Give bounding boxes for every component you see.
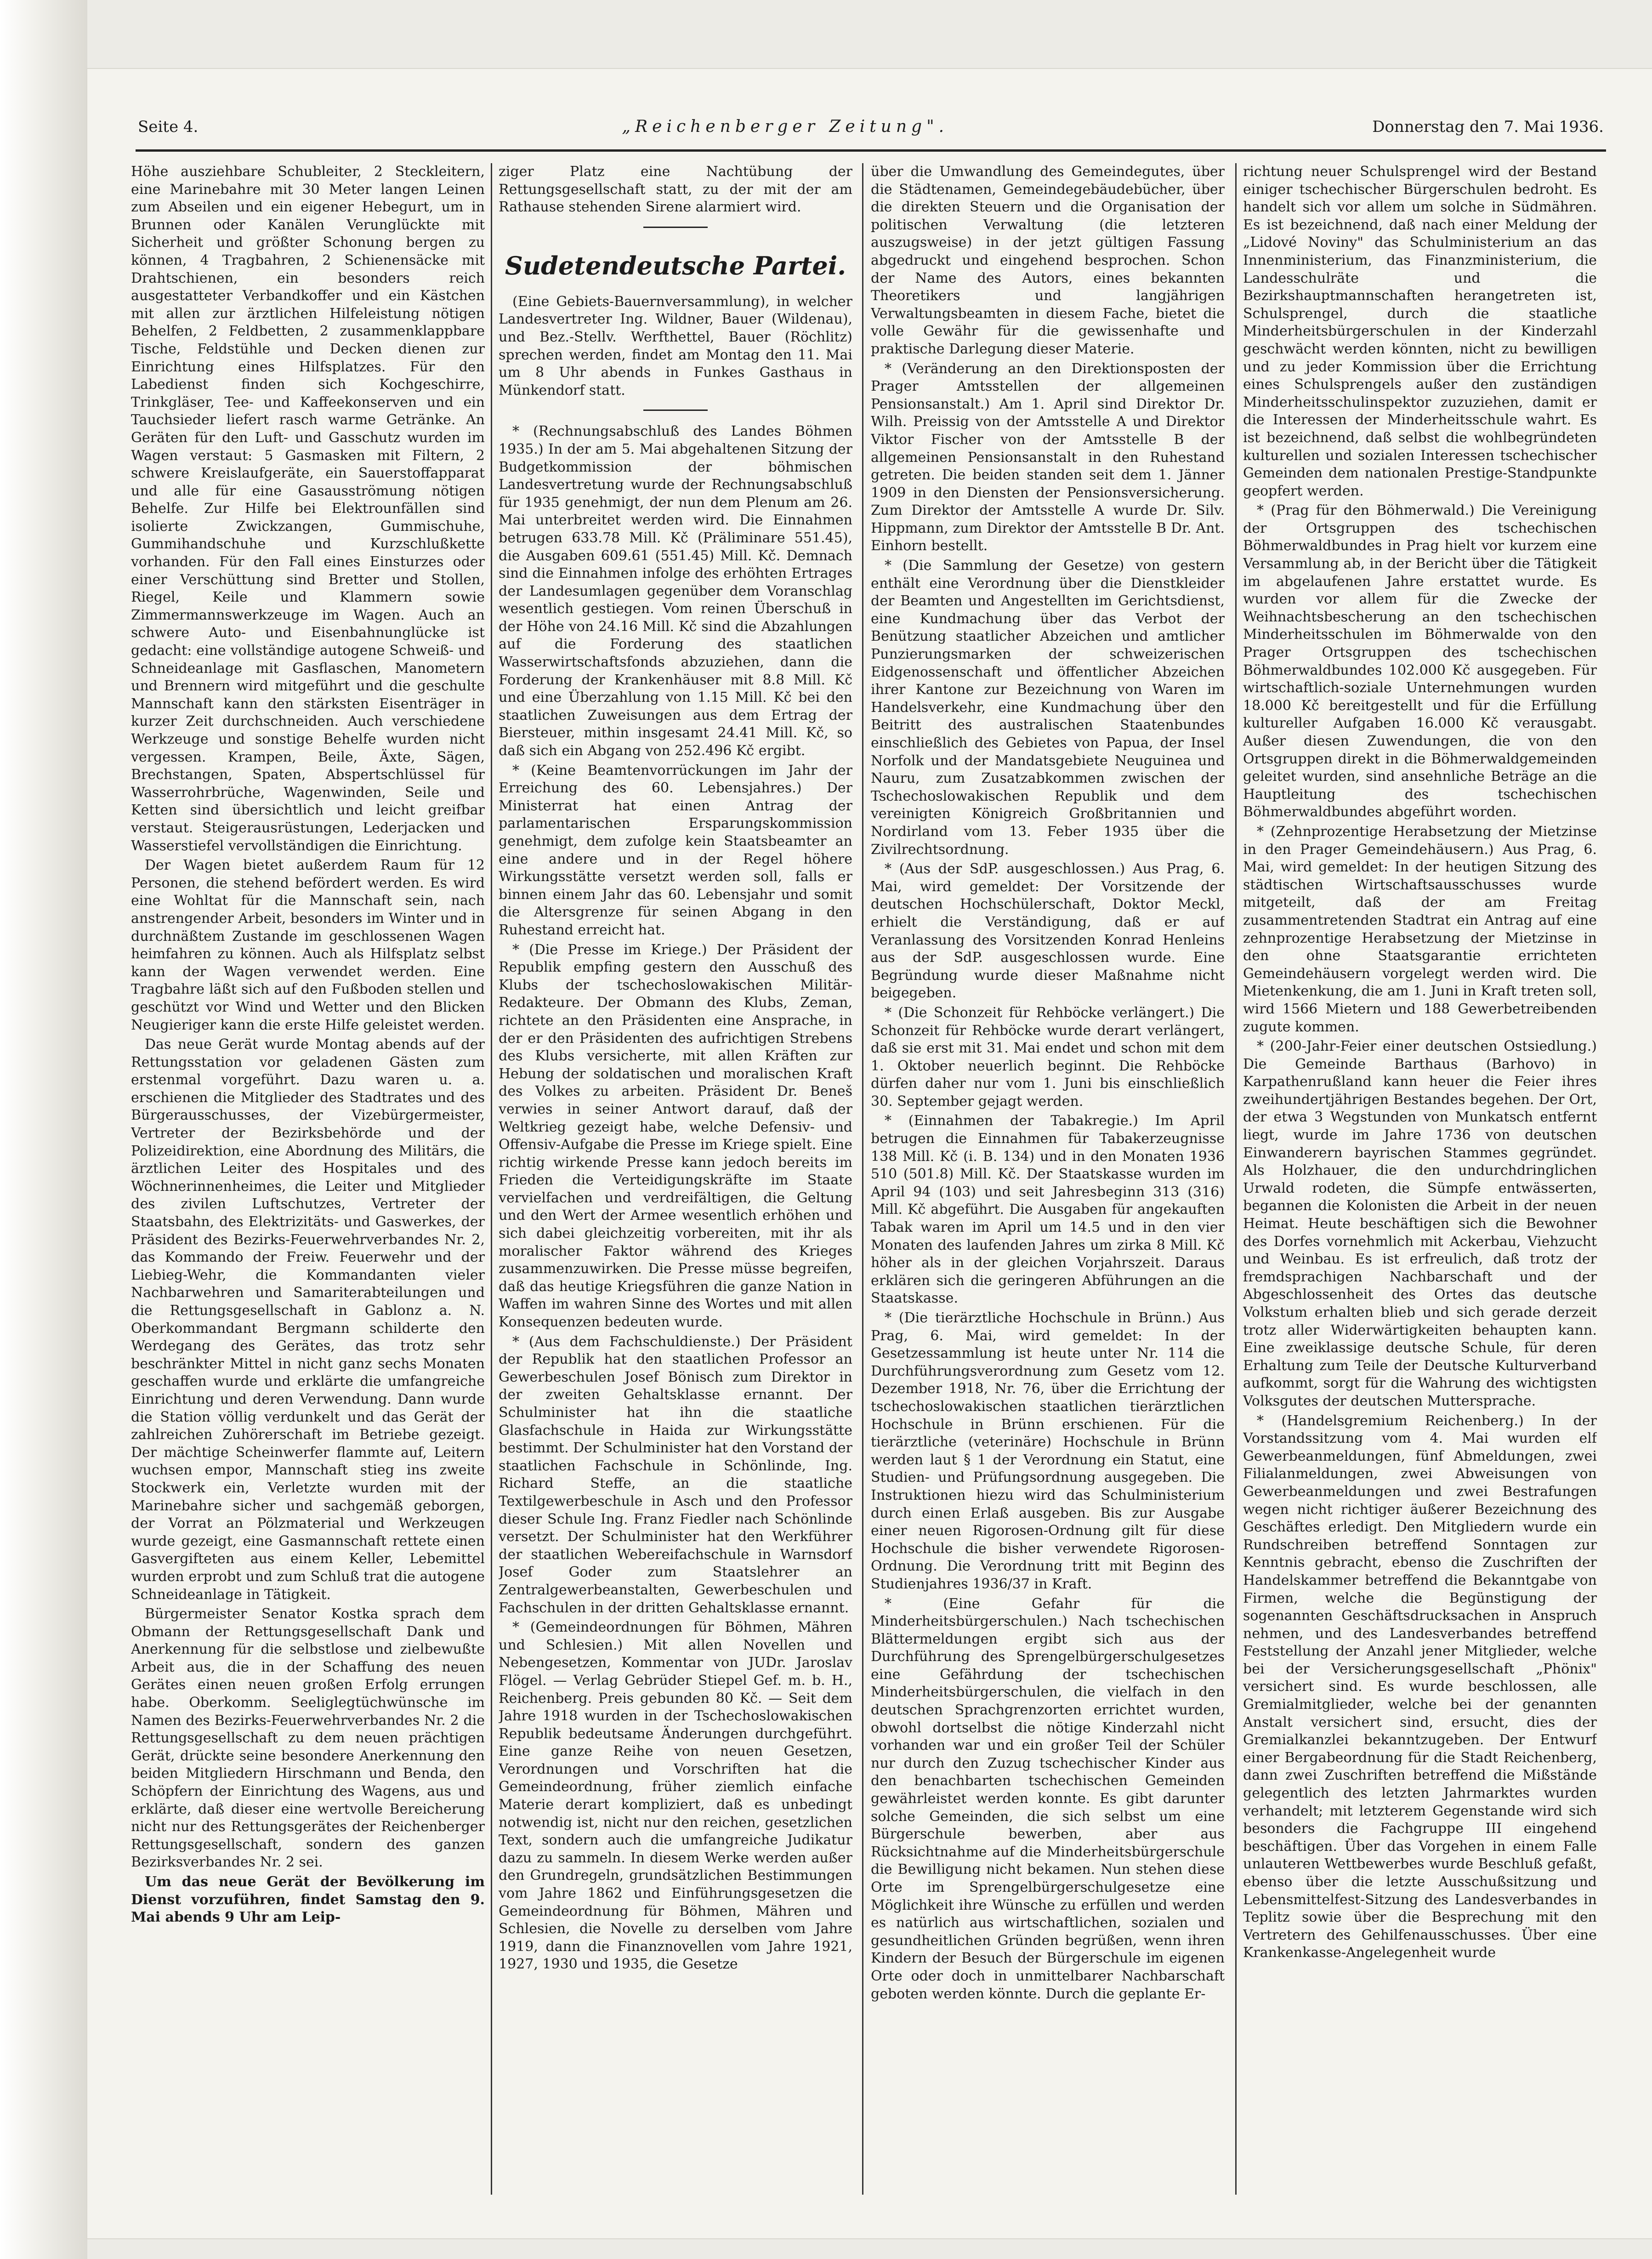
news-item: * (Gemeindeordnungen für Böhmen, Mähren und Schlesien.) Mit allen Novellen und Nebengesetzen, Kommentar von JUDr. Jaroslav Flögel. — Verlag Gebrüder Stiepel Gef. m. b. H., Reichenberg. Preis gebunden 80 Kč. — Seit dem Jahre 1918 wurden in der Tschechoslowakischen Republik bedeutsame Änderungen durchgeführt. Eine ganze Reihe von neuen Gesetzen, Verordnungen und Vorschriften hat die Gemeindeordnung, früher ziemlich einfache Materie derart kompliziert, daß es unbedingt notwendig ist, nicht nur den reichen, gesetzlichen Text, sondern auch die umfangreiche Judikatur dazu zu sammeln. In diesem Werke werden außer den Grundregeln, grundsätzlichen Bestimmungen vom Jahre 1862 und Einführungsgesetzen die Gemeindeordnung für Böhmen, Mähren und Schlesien, die Novelle zu derselben vom Jahre 1919, dann die Finanznovellen vom Jahre 1921, 1927, 1930 und 1935, die Gesetze [499, 1619, 852, 1973]
article-paragraph: Um das neue Gerät der Bevölkerung im Dienst vorzuführen, findet Samstag den 9. Mai abends 9 Uhr am Leip- [131, 1874, 485, 1926]
article-paragraph: richtung neuer Schulsprengel wird der Bestand einiger tschechischer Bürgerschulen bedroht. Es handelt sich vor allem um solche in Südmähren. Es ist bezeichnend, daß nach einer Meldung der „Lidové Noviny" das Schulministerium an das Innenministerium, das Finanzministerium, die Landesschulräte und die Bezirkshauptmannschaften herangetreten ist, Schulsprengel, durch die staatliche Minderheitsbürgerschulen in der Kinderzahl geschwächt werden könnten, nicht zu bewilligen und zu jeder Kommission über die Errichtung eines Schulsprengels außer den zuständigen Minderheitsschulinspektor zuzuziehen, damit er die Interessen der Minderheitsschule wahrt. Es ist bezeichnend, daß selbst die wohlbegründeten kulturellen und sozialen Interessen tschechischer Gemeinden dem nationalen Prestige-Standpunkte geopfert werden. [1243, 164, 1597, 499]
news-item: * (Die Schonzeit für Rehböcke verlängert.) Die Schonzeit für Rehböcke wurde derart verlängert, daß sie erst mit 31. Mai endet und schon mit dem 1. Oktober neuerlich beginnt. Die Rehböcke dürfen daher nur vom 1. Juni bis einschließlich 30. September gejagt werden. [871, 1004, 1225, 1110]
news-item: * (Handelsgremium Reichenberg.) In der Vorstandssitzung vom 4. Mai wurden elf Gewerbeanmeldungen, fünf Abmeldungen, zwei Filialanmeldungen, zwei Abweisungen von Gewerbeanmeldungen und zwei Bestrafungen wegen nicht richtiger äußerer Bezeichnung des Geschäftes erledigt. Den Mitgliedern wurde ein Rundschreiben betreffend Sonntagen zur Kenntnis gebracht, ebenso die Zuschriften der Handelskammer betreffend die Bekanntgabe von Firmen, welche die Begünstigung der sogenannten Geschäftsdrucksachen in Anspruch nehmen, und des Landesverbandes betreffend Feststellung der Anzahl jener Mitglieder, welche bei der Versicherungsgesellschaft „Phönix" versichert sind. Es wurde beschlossen, alle Gremialmitglieder, welche bei der genannten Anstalt versichert sind, ersucht, dies der Gremialkanzlei bekanntzugeben. Der Entwurf einer Bergabeordnung für die Stadt Reichenberg, dann zwei Zuschriften betreffend die Mißstände gelegentlich des letzten Jahrmarktes wurden verhandelt; mit letzterem Gegenstande wird sich besonders die Fachgruppe III eingehend beschäftigen. Über das Vorgehen in einem Falle unlauteren Wettbewerbes wurde Beschluß gefaßt, ebenso über die letzte Ausschußsitzung und Lebensmittelfest-Sitzung des Landesverbandes in Teplitz sowie über die Besprechung mit den Vertretern des Gehilfenausschusses. Über eine Krankenkasse-Angelegenheit wurde [1243, 1412, 1597, 1961]
article-paragraph: Höhe ausziehbare Schubleiter, 2 Steckleitern, eine Marinebahre mit 30 Meter langen Leinen zum Abseilen und ein eigener Hebegurt, um in Brunnen oder Kanälen Verunglückte mit Sicherheit und größter Schonung bergen zu können, 4 Tragbahren, 2 Schienensäcke mit Drahtschienen, ein besonders reich ausgestatteter Verbandkoffer und ein Kästchen mit allen zur ärztlichen Hilfeleistung nötigen Behelfen, 2 Feldbetten, 2 zusammenklappbare Tische, Feldstühle und Decken dienen zur Einrichtung eines Hilfsplatzes. Für den Labedienst finden sich Kochgeschirre, Trinkgläser, Tee- und Kaffeekonserven und ein Tauchsieder liefert rasch warme Getränke. An Geräten für den Luft- und Gasschutz wurden im Wagen verstaut: 5 Gasmasken mit Filtern, 2 schwere Kreislaufgeräte, ein Sauerstoffapparat und alle für eine Gasausströmung nötigen Behelfe. Zur Hilfe bei Elektrounfällen sind isolierte Zwickzangen, Gummischuhe, Gummihandschuhe und Kurzschlußkette vorhanden. Für den Fall eines Einsturzes oder einer Verschüttung sind Bretter und Stollen, Riegel, Keile und Klammern sowie Zimmermannswerkzeuge im Wagen. Auch an schwere Auto- und Eisenbahnunglücke ist gedacht: eine vollständige autogene Schweiß- und Schneideanlage mit Gasflaschen, Manometern und Brennern wird mitgeführt und die geschulte Mannschaft kann den stärksten Eisenträger in kurzer Zeit durchschneiden. Auch verschiedene Werkzeuge und sonstige Behelfe wurden nicht vergessen. Krampen, Beile, Äxte, Sägen, Brechstangen, Spaten, Abspertschlüssel für Wasserrohrbrüche, Wagenwinden, Seile und Ketten sind übersichtlich und leicht greifbar verstaut. Steigerausrüstungen, Lederjacken und Wasserstiefel vervollständigen die Einrichtung. [131, 164, 485, 854]
news-item: * (Die Sammlung der Gesetze) von gestern enthält eine Verordnung über die Dienstkleider der Beamten und Angestellten im Gerichtsdienst, eine Kundmachung über das Verbot der Benützung staatlicher Abzeichen und amtlicher Punzierungsmarken der schweizerischen Eidgenossenschaft und öffentlicher Abzeichen ihrer Kantone zur Bezeichnung von Waren im Handelsverkehr, eine Kundmachung über den Beitritt des australischen Staatenbundes einschließlich des Gebietes von Papua, der Insel Norfolk und der Mandatsgebiete Neuguinea und Nauru, zum Zusatzabkommen zwischen der Tschechoslowakischen Republik und dem vereinigten Königreich Großbritannien und Nordirland vom 13. Feber 1935 über die Zivilrechtsordnung. [871, 558, 1225, 858]
page-header [138, 117, 1604, 145]
column-divider [491, 163, 492, 2195]
column-divider [1235, 163, 1237, 2195]
header-rule [136, 149, 1606, 152]
section-heading: Sudetendeutsche Partei. [505, 250, 846, 280]
news-item: * (Veränderung an den Direktionsposten der Prager Amtsstellen der allgemeinen Pensionsanstalt.) Am 1. April sind Direktor Dr. Wilh. Preissig von der Amtsstelle A und Direktor Viktor Fischer von der Amtsstelle B der allgemeinen Pensionsanstalt in den Ruhestand getreten. Die beiden standen seit dem 1. Jänner 1909 in den Diensten der Pensionsversicherung. Zum Direktor der Amtsstelle A wurde Dr. Silv. Hippmann, zum Direktor der Amtsstelle B Dr. Ant. Einhorn bestellt. [871, 360, 1225, 554]
news-item: * (Aus dem Fachschuldienste.) Der Präsident der Republik hat den staatlichen Professor an Gewerbeschulen Josef Bönisch zum Direktor in der zweiten Gehaltsklasse ernannt. Der Schulminister hat ihn die staatliche Glasfachschule in Haida zur Wirkungsstätte bestimmt. Der Schulminister hat den Vorstand der staatlichen Fachschule in Schönlinde, Ing. Richard Steffe, an die staatliche Textilgewerbeschule in Asch und den Professor dieser Schule Ing. Franz Fiedler nach Schönlinde versetzt. Der Schulminister hat den Werkführer der staatlichen Webereifachschule in Warnsdorf Josef Goder zum Staatslehrer an Zentralgewerbeanstalten, Gewerbeschulen und Fachschulen in der dritten Gehaltsklasse ernannt. [499, 1333, 852, 1616]
column-divider [862, 163, 863, 2195]
news-item: * (Die Presse im Kriege.) Der Präsident der Republik empfing gestern den Ausschuß des Klubs der tschechoslowakischen Militär-Redakteure. Der Obmann des Klubs, Zeman, richtete an den Präsidenten eine Ansprache, in der er den Präsidenten des aufrichtigen Strebens des Klubs versicherte, mit allen Kräften zur Hebung der soldatischen und moralischen Kraft des Volkes zu arbeiten. Präsident Dr. Beneš verwies in seiner Antwort darauf, daß der Weltkrieg gezeigt habe, welche Defensiv- und Offensiv-Aufgabe die Presse im Kriege spielt. Eine richtig wirkende Presse kann jedoch bereits im Frieden die Verteidigungskräfte im Staate vervielfachen und verdreifältigen, die Geltung und den Wert der Armee wesentlich erhöhen und sich dabei gleichzeitig vorbereiten, mit ihr als moralischer Faktor während des Krieges zusammenzuwirken. Die Presse müsse begreifen, daß das heutige Kriegsführen die ganze Nation in Waffen im wahren Sinne des Wortes und mit allen Konsequenzen bedeuten wurde. [499, 941, 852, 1331]
section-rule [643, 227, 708, 228]
news-item: * (Rechnungsabschluß des Landes Böhmen 1935.) In der am 5. Mai abgehaltenen Sitzung der Budgetkommission der böhmischen Landesvertretung wurde der Rechnungsabschluß für 1935 genehmigt, der nun dem Plenum am 26. Mai unterbreitet werden wird. Die Einnahmen betrugen 633.78 Mill. Kč (Präliminare 551.45), die Ausgaben 609.61 (551.45) Mill. Kč. Demnach sind die Einnahmen infolge des erhöhten Ertrages der Landesumlagen gegenüber dem Voranschlag wesentlich gestiegen. Vom reinen Überschuß in der Höhe von 24.16 Mill. Kč sind die Abzahlungen auf die Forderung des staatlichen Wasserwirtschaftsfonds abzuziehen, dann die Forderung der Krankenhäuser mit 8.8 Mill. Kč und eine Überzahlung von 1.15 Mill. Kč bei den staatlichen Zuweisungen aus dem Ertrag der Biersteuer, mithin insgesamt 24.41 Mill. Kč, so daß sich ein Abgang von 252.496 Kč ergibt. [499, 423, 852, 759]
news-item: * (Zehnprozentige Herabsetzung der Mietzinse in den Prager Gemeindehäusern.) Aus Prag, 6. Mai, wird gemeldet: In der heutigen Sitzung des städtischen Wirtschaftsausschusses wurde mitgeteilt, daß der am Freitag zusammentretenden Stadtrat ein Antrag auf eine zehnprozentige Herabsetzung der Mietzinse in den ohne Staatsgarantie errichteten Gemeindehäusern vorgelegt werden wird. Die Mietenkenkung, die am 1. Juni in Kraft treten soll, wird 1566 Mietern und 188 Gewerbetreibenden zugute kommen. [1243, 823, 1597, 1035]
article-paragraph: ziger Platz eine Nachtübung der Rettungsgesellschaft statt, zu der mit der am Rathause stehenden Sirene alarmiert wird. [499, 164, 852, 216]
news-item: * (Prag für den Böhmerwald.) Die Vereinigung der Ortsgruppen des tschechischen Böhmerwaldbundes in Prag hielt vor kurzem eine Versammlung ab, in der Bericht über die Tätigkeit im abgelaufenen Jahre erstattet wurde. Es wurden vor allem für die Zwecke der Weihnachtsbescherung an den tschechischen Minderheitsschulen im Böhmerwalde von den Prager Ortsgruppen des tschechischen Böhmerwaldbundes 102.000 Kč ausgegeben. Für wirtschaftlich-soziale Unternehmungen wurden 18.000 Kč bereitgestellt und für die Erfüllung kultureller Aufgaben 16.000 Kč verausgabt. Außer diesen Zuwendungen, die von den Ortsgruppen direkt in die Böhmerwaldgemeinden geleitet wurden, sind ansehnliche Beträge an die Hauptleitung des tschechischen Böhmerwaldbundes abgeführt worden. [1243, 502, 1597, 820]
column-2 [499, 163, 852, 2195]
article-paragraph: (Eine Gebiets-Bauernversammlung), in welcher Landesvertreter Ing. Wildner, Bauer (Wildenau), und Bez.-Stellv. Werfthettel, Bauer (Röchlitz) sprechen werden, findet am Montag den 11. Mai um 8 Uhr abends in Funkes Gasthaus in Münkendorf statt. [499, 293, 852, 398]
article-paragraph: Der Wagen bietet außerdem Raum für 12 Personen, die stehend befördert werden. Es wird eine Wohltat für die Mannschaft sein, nach anstrengender Arbeit, besonders im Winter und in durchnäßtem Zustande im geschlossenen Wagen heimfahren zu können. Auch als Hilfsplatz selbst kann der Wagen verwendet werden. Eine Tragbahre läßt sich auf den Fußboden stellen und geschützt vor Wind und Wetter und den Blicken Neugieriger kann die erste Hilfe geleistet werden. [131, 857, 485, 1033]
issue-date: Donnerstag den 7. Mai 1936. [1372, 118, 1604, 136]
article-paragraph: Das neue Gerät wurde Montag abends auf der Rettungsstation vor geladenen Gästen zum erstenmal vorgeführt. Dazu waren u. a. erschienen die Mitglieder des Stadtrates und des Bürgerausschusses, der Vizebürgermeister, Vertreter der Bezirksbehörde und der Polizeidirektion, eine Abordnung des Militärs, die ärztlichen Leiter des Hospitales und des Wöchnerinnenheimes, die Leiter und Mitglieder des zivilen Luftschutzes, Vertreter der Staatsbahn, des Elektrizitäts- und Gaswerkes, der Präsident des Bezirks-Feuerwehrverbandes Nr. 2, das Kommando der Freiw. Feuerwehr und der Liebieg-Wehr, die Kommandanten vieler Nachbarwehren und Samariterabteilungen und die Rettungsgesellschaft in Gablonz a. N. Oberkommandant Bergmann schilderte den Werdegang des Gerätes, das trotz sehr beschränkter Mittel in nicht ganz sechs Monaten geschaffen wurde und erklärte die umfangreiche Einrichtung und deren Verwendung. Dann wurde die Station völlig verdunkelt und das Gerät der zahlreichen Zuhörerschaft im Betriebe gezeigt. Der mächtige Scheinwerfer flammte auf, Leitern wuchsen empor, Mannschaft stieg ins zweite Stockwerk ein, Verletzte wurden mit der Marinebahre sicher und sachgemäß geborgen, der Vorrat an Pölzmaterial und Werkzeugen wurde gezeigt, eine Gasmannschaft rettete einen Gasvergifteten aus einem Keller, Lebemittel wurden erprobt und zum Schluß trat die autogene Schneideanlage in Tätigkeit. [131, 1036, 485, 1603]
newspaper-title: „Reichenberger Zeitung". [622, 117, 949, 136]
page-number: Seite 4. [138, 118, 199, 136]
article-paragraph: Bürgermeister Senator Kostka sprach dem Obmann der Rettungsgesellschaft Dank und Anerkennung für die selbstlose und zielbewußte Arbeit aus, die in der Schaffung des neuen Gerätes einen neuen großen Erfolg errungen habe. Oberkomm. Seeliglegtüchwünsche im Namen des Bezirks-Feuerwehrverbandes Nr. 2 die Rettungsgesellschaft zu dem neuen prächtigen Gerät, drückte seine besondere Anerkennung den beiden Mitgliedern Hirschmann und Benda, den Schöpfern der Einrichtung des Wagens, aus und erklärte, daß dieser eine wertvolle Bereicherung nicht nur des Rettungsgerätes der Reichenberger Rettungsgesellschaft, sondern des ganzen Bezirksverbandes Nr. 2 sei. [131, 1606, 485, 1871]
column-4 [1243, 163, 1597, 2195]
section-rule [643, 410, 708, 411]
news-item: * (200-Jahr-Feier einer deutschen Ostsiedlung.) Die Gemeinde Barthaus (Barhovo) in Karpathenrußland kann heuer die Feier ihres zweihundertjährigen Bestandes begehen. Der Ort, der etwa 3 Wegstunden von Munkatsch entfernt liegt, wurde im Jahre 1736 von deutschen Einwanderern bayrischen Stammes gegründet. Als Holzhauer, die den undurchdringlichen Urwald rodeten, die Sümpfe entwässerten, begannen die Kolonisten die Arbeit in der neuen Heimat. Heute beschäftigen sich die Bewohner des Dorfes vornehmlich mit Ackerbau, Viehzucht und Weinbau. Es ist erfreulich, daß trotz der fremdsprachigen Nachbarschaft und der Abgeschlossenheit des Ortes das deutsche Volkstum erhalten blieb und sich gerade derzeit trotz aller Widerwärtigkeiten behaupten kann. Eine zweiklassige deutsche Schule, für deren Erhaltung zum Teile der Deutsche Kulturverband aufkommt, sorgt für die Wahrung des wichtigsten Volksgutes der deutschen Muttersprache. [1243, 1038, 1597, 1409]
column-1 [131, 163, 485, 2195]
news-item: * (Aus der SdP. ausgeschlossen.) Aus Prag, 6. Mai, wird gemeldet: Der Vorsitzende der deutschen Hochschülerschaft, Doktor Meckl, erhielt die Verständigung, daß er auf Veranlassung des Vorsitzenden Konrad Henleins aus der SdP. ausgeschlossen wurde. Eine Begründung wurde dieser Maßnahme nicht beigegeben. [871, 861, 1225, 1001]
news-item: * (Eine Gefahr für die Minderheitsbürgerschulen.) Nach tschechischen Blättermeldungen ergibt sich aus der Durchführung des Sprengelbürgerschulgesetzes eine Gefährdung der tschechischen Minderheitsbürgerschulen, die vielfach in den deutschen Sprachgrenzorten errichtet wurden, obwohl dortselbst die nötige Kinderzahl nicht vorhanden war und ein großer Teil der Schüler nur durch den Zuzug tschechischer Kinder aus den benachbarten tschechischen Gemeinden gewährleistet werden konnte. Es gibt darunter solche Gemeinden, die sich selbst um eine Bürgerschule bewerben, aber aus Rücksichtnahme auf die Minderheitsbürgerschule die Bewilligung nicht bekamen. Nun stehen diese Orte im Sprengelbürgerschulgesetze eine Möglichkeit ihre Wünsche zu erfüllen und werden es natürlich aus wirtschaftlichen, sozialen und gesundheitlichen Gründen begrüßen, wenn ihren Kindern der Besuch der Bürgerschule im eigenen Orte oder doch in unmittelbarer Nachbarschaft geboten werden könnte. Durch die geplante Er- [871, 1595, 1225, 2002]
article-paragraph: über die Umwandlung des Gemeindegutes, über die Städtenamen, Gemeindegebäudebücher, über die direkten Steuern und die Organisation der politischen Verwaltung (die letzteren auszugsweise) in der jetzt gültigen Fassung abgedruckt und eingehend besprochen. Schon der Name des Autors, eines bekannten Theoretikers und langjährigen Verwaltungsbeamten in diesem Fache, bietet die volle Gewähr für die gewissenhafte und praktische Darlegung dieser Materie. [871, 164, 1225, 357]
news-item: * (Die tierärztliche Hochschule in Brünn.) Aus Prag, 6. Mai, wird gemeldet: In der Gesetzessammlung ist heute unter Nr. 114 die Durchführungsverordnung zum Gesetz vom 12. Dezember 1918, Nr. 76, über die Errichtung der tschechoslowakischen staatlichen tierärztlichen Hochschule in Brünn erschienen. Für die tierärztliche (veterinäre) Hochschule in Brünn werden laut § 1 der Verordnung ein Statut, eine Studien- und Prüfungsordnung ausgegeben. Die Instruktionen hiezu wird das Schulministerium durch einen Erlaß ausgeben. Bis zur Ausgabe einer neuen Rigorosen-Ordnung gilt für diese Hochschule die bisher verwendete Rigorosen-Ordnung. Die Verordnung tritt mit Beginn des Studienjahres 1936/37 in Kraft. [871, 1310, 1225, 1592]
news-item: * (Einnahmen der Tabakregie.) Im April betrugen die Einnahmen für Tabakerzeugnisse 138 Mill. Kč (i. B. 134) und in den Monaten 1936 510 (501.8) Mill. Kč. Der Staatskasse wurden im April 94 (103) und seit Jahresbeginn 313 (316) Mill. Kč abgeführt. Die Ausgaben für angekauften Tabak waren im April um 14.5 und in den vier Monaten des laufenden Jahres um zirka 8 Mill. Kč höher als in der gleichen Vorjahrszeit. Daraus erklären sich die geringeren Abführungen an die Staatskasse. [871, 1113, 1225, 1307]
page-fold-shadow [0, 0, 87, 2259]
news-item: * (Keine Beamtenvorrückungen im Jahr der Erreichung des 60. Lebensjahres.) Der Ministerrat hat einen Antrag der parlamentarischen Ersparungskommission genehmigt, dem zufolge kein Staatsbeamter an eine andere und in der Regel höhere Wirkungsstätte versetzt werden soll, falls er binnen einem Jahr das 60. Lebensjahr und somit die Altersgrenze für seinen Abgang in den Ruhestand erreicht hat. [499, 762, 852, 938]
column-3 [871, 163, 1225, 2195]
